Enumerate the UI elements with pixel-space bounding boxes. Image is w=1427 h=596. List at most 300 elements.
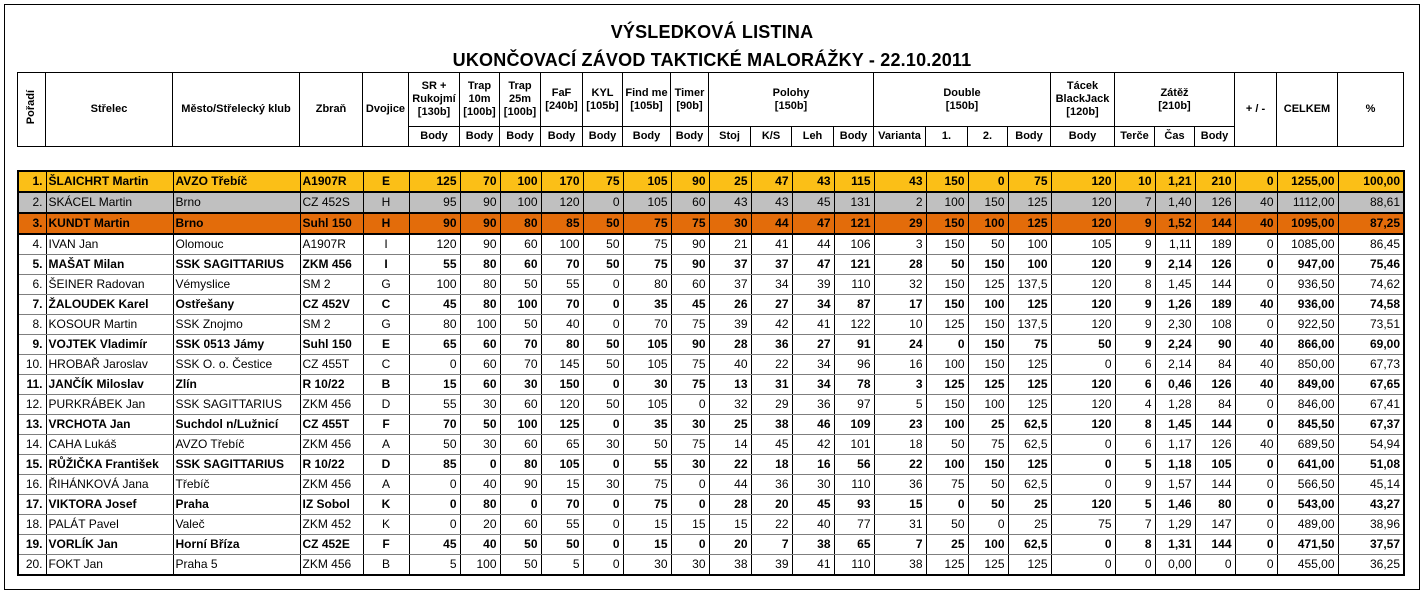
score-cell: 17 — [874, 295, 926, 315]
score-cell: 40 — [709, 355, 751, 375]
rank-cell: 9. — [18, 335, 46, 355]
score-cell: 60 — [500, 255, 541, 275]
score-cell: 0 — [1235, 415, 1277, 435]
score-cell: 47 — [792, 213, 834, 234]
rank-cell: 17. — [18, 495, 46, 515]
score-cell: 1,46 — [1155, 495, 1195, 515]
score-cell: 120 — [1051, 192, 1115, 213]
score-cell: 43 — [792, 171, 834, 192]
score-cell: 105 — [623, 395, 671, 415]
score-cell: 74,58 — [1338, 295, 1404, 315]
pair-cell: G — [363, 315, 409, 335]
score-cell: 80 — [460, 255, 500, 275]
pair-cell: B — [363, 375, 409, 395]
score-cell: 2,24 — [1155, 335, 1195, 355]
score-cell: 90 — [409, 213, 460, 234]
shooter-cell: JANČÍK Miloslav — [46, 375, 173, 395]
score-cell: 0 — [1051, 455, 1115, 475]
score-cell: 125 — [968, 275, 1008, 295]
rank-cell: 4. — [18, 234, 46, 255]
score-cell: 125 — [1008, 395, 1051, 415]
score-cell: 31 — [751, 375, 792, 395]
weapon-cell: SM 2 — [300, 275, 363, 295]
score-cell: 0 — [1051, 555, 1115, 576]
score-cell: 65 — [541, 435, 583, 455]
score-cell: 0 — [1115, 555, 1155, 576]
score-cell: 90 — [460, 192, 500, 213]
rank-cell: 10. — [18, 355, 46, 375]
score-cell: 75,46 — [1338, 255, 1404, 275]
sub-body: Body — [500, 127, 541, 147]
table-row — [18, 213, 1404, 234]
score-cell: 80 — [1195, 495, 1235, 515]
score-cell: 50 — [583, 395, 623, 415]
score-cell: 75 — [623, 213, 671, 234]
score-cell: 60 — [671, 192, 709, 213]
score-cell: 0 — [583, 275, 623, 295]
score-cell: 50 — [583, 355, 623, 375]
shooter-cell: KUNDT Martin — [46, 213, 173, 234]
score-cell: 0 — [409, 495, 460, 515]
score-cell: 543,00 — [1277, 495, 1338, 515]
score-cell: 70 — [541, 255, 583, 275]
pair-cell: F — [363, 415, 409, 435]
pair-cell: A — [363, 435, 409, 455]
score-cell: 50 — [460, 415, 500, 435]
score-cell: 4 — [1115, 395, 1155, 415]
score-cell: 50 — [583, 234, 623, 255]
score-cell: 100 — [926, 455, 968, 475]
score-cell: 150 — [968, 335, 1008, 355]
rank-cell: 19. — [18, 535, 46, 555]
rank-cell: 2. — [18, 192, 46, 213]
score-cell: 5 — [541, 555, 583, 576]
score-cell: 1,21 — [1155, 171, 1195, 192]
score-cell: 80 — [460, 275, 500, 295]
score-cell: 86,45 — [1338, 234, 1404, 255]
club-cell: SSK SAGITTARIUS — [173, 255, 300, 275]
score-cell: 1255,00 — [1277, 171, 1338, 192]
score-cell: 21 — [709, 234, 751, 255]
score-cell: 100 — [541, 234, 583, 255]
score-cell: 36 — [874, 475, 926, 495]
score-cell: 0 — [409, 515, 460, 535]
score-cell: 7 — [751, 535, 792, 555]
score-cell: 1,45 — [1155, 415, 1195, 435]
table-row — [18, 171, 1404, 192]
score-cell: 43 — [874, 171, 926, 192]
score-cell: 100 — [500, 415, 541, 435]
score-cell: 35 — [623, 415, 671, 435]
score-cell: 0 — [500, 495, 541, 515]
score-cell: 80 — [623, 275, 671, 295]
score-cell: 144 — [1195, 535, 1235, 555]
score-cell: 85 — [541, 213, 583, 234]
score-cell: 80 — [500, 455, 541, 475]
score-cell: 22 — [751, 355, 792, 375]
score-cell: 30 — [583, 435, 623, 455]
score-cell: 850,00 — [1277, 355, 1338, 375]
score-cell: 0 — [583, 295, 623, 315]
table-row — [18, 234, 1404, 255]
sub-body: Body — [1008, 127, 1051, 147]
score-cell: 110 — [834, 555, 874, 576]
score-cell: 126 — [1195, 192, 1235, 213]
club-cell: SSK SAGITTARIUS — [173, 395, 300, 415]
score-cell: 46 — [792, 415, 834, 435]
col-findme-header: Find me [105b] — [623, 73, 671, 127]
score-cell: 62,5 — [1008, 415, 1051, 435]
table-row — [18, 495, 1404, 515]
score-cell: 15 — [874, 495, 926, 515]
score-cell: 14 — [709, 435, 751, 455]
score-cell: 55 — [623, 455, 671, 475]
score-cell: 22 — [751, 515, 792, 535]
club-cell: Olomouc — [173, 234, 300, 255]
score-cell: 120 — [1051, 255, 1115, 275]
score-cell: 70 — [541, 495, 583, 515]
score-cell: 126 — [1195, 375, 1235, 395]
score-cell: 922,50 — [1277, 315, 1338, 335]
score-cell: 91 — [834, 335, 874, 355]
score-cell: 87,25 — [1338, 213, 1404, 234]
score-cell: 45 — [792, 192, 834, 213]
shooter-cell: VOJTEK Vladimír — [46, 335, 173, 355]
weapon-cell: IZ Sobol — [300, 495, 363, 515]
score-cell: 34 — [751, 275, 792, 295]
score-cell: 27 — [751, 295, 792, 315]
sub-stoj: Stoj — [709, 127, 751, 147]
shooter-cell: SKÁCEL Martin — [46, 192, 173, 213]
table-row — [18, 475, 1404, 495]
score-cell: 65 — [409, 335, 460, 355]
pair-cell: D — [363, 455, 409, 475]
score-cell: 60 — [460, 375, 500, 395]
score-cell: 101 — [834, 435, 874, 455]
score-cell: 5 — [1115, 495, 1155, 515]
score-cell: 125 — [1008, 375, 1051, 395]
score-cell: 105 — [1051, 234, 1115, 255]
score-cell: 210 — [1195, 171, 1235, 192]
score-cell: 0 — [1235, 255, 1277, 275]
score-cell: 0 — [1235, 475, 1277, 495]
score-cell: 1112,00 — [1277, 192, 1338, 213]
weapon-cell: CZ 452S — [300, 192, 363, 213]
score-cell: 0 — [583, 415, 623, 435]
score-cell: 125 — [968, 555, 1008, 576]
score-cell: 50 — [583, 213, 623, 234]
sub-ks: K/S — [751, 127, 792, 147]
score-cell: 65 — [834, 535, 874, 555]
weapon-cell: Suhl 150 — [300, 213, 363, 234]
score-cell: 936,50 — [1277, 275, 1338, 295]
pair-cell: C — [363, 295, 409, 315]
shooter-cell: MAŠAT Milan — [46, 255, 173, 275]
score-cell: 45 — [409, 295, 460, 315]
score-cell: 9 — [1115, 475, 1155, 495]
score-cell: 109 — [834, 415, 874, 435]
col-polohy-header: Polohy [150b] — [709, 73, 874, 127]
shooter-cell: KOSOUR Martin — [46, 315, 173, 335]
score-cell: 32 — [709, 395, 751, 415]
score-cell: 9 — [1115, 234, 1155, 255]
score-cell: 75 — [968, 435, 1008, 455]
score-cell: 471,50 — [1277, 535, 1338, 555]
score-cell: 56 — [834, 455, 874, 475]
col-pair-header: Dvojice — [363, 73, 409, 147]
score-cell: 23 — [874, 415, 926, 435]
score-cell: 20 — [709, 535, 751, 555]
score-cell: 41 — [792, 315, 834, 335]
score-cell: 50 — [623, 435, 671, 455]
score-cell: 115 — [834, 171, 874, 192]
score-cell: 100 — [926, 415, 968, 435]
club-cell: SSK 0513 Jámy — [173, 335, 300, 355]
table-row — [18, 255, 1404, 275]
results-header — [17, 72, 1404, 147]
score-cell: 120 — [1051, 213, 1115, 234]
score-cell: 125 — [1008, 295, 1051, 315]
score-cell: 1,57 — [1155, 475, 1195, 495]
score-cell: 1,28 — [1155, 395, 1195, 415]
sub-body: Body — [541, 127, 583, 147]
shooter-cell: VIKTORA Josef — [46, 495, 173, 515]
weapon-cell: ZKM 452 — [300, 515, 363, 535]
score-cell: 44 — [751, 213, 792, 234]
score-cell: 50 — [1051, 335, 1115, 355]
score-cell: 50 — [500, 535, 541, 555]
weapon-cell: CZ 452V — [300, 295, 363, 315]
pair-cell: G — [363, 275, 409, 295]
score-cell: 45 — [792, 495, 834, 515]
score-cell: 38 — [709, 555, 751, 576]
club-cell: Vémyslice — [173, 275, 300, 295]
rank-cell: 7. — [18, 295, 46, 315]
score-cell: 42 — [792, 435, 834, 455]
score-cell: 75 — [1008, 171, 1051, 192]
score-cell: 80 — [541, 335, 583, 355]
score-cell: 37 — [709, 275, 751, 295]
pair-cell: H — [363, 192, 409, 213]
score-cell: 38,96 — [1338, 515, 1404, 535]
score-cell: 0 — [409, 355, 460, 375]
score-cell: 0 — [1235, 275, 1277, 295]
score-cell: 144 — [1195, 213, 1235, 234]
score-cell: 75 — [671, 315, 709, 335]
score-cell: 34 — [792, 375, 834, 395]
pair-cell: B — [363, 555, 409, 576]
club-cell: Valeč — [173, 515, 300, 535]
score-cell: 75 — [671, 375, 709, 395]
score-cell: 0 — [1195, 555, 1235, 576]
score-cell: 41 — [751, 234, 792, 255]
score-cell: 936,00 — [1277, 295, 1338, 315]
score-cell: 37,57 — [1338, 535, 1404, 555]
score-cell: 0 — [583, 535, 623, 555]
score-cell: 39 — [709, 315, 751, 335]
rank-cell: 18. — [18, 515, 46, 535]
score-cell: 30 — [460, 435, 500, 455]
score-cell: 16 — [792, 455, 834, 475]
score-cell: 75 — [623, 475, 671, 495]
shooter-cell: CAHA Lukáš — [46, 435, 173, 455]
score-cell: 125 — [926, 555, 968, 576]
score-cell: 75 — [1008, 335, 1051, 355]
score-cell: 30 — [671, 555, 709, 576]
rank-cell: 12. — [18, 395, 46, 415]
score-cell: 866,00 — [1277, 335, 1338, 355]
rank-cell: 5. — [18, 255, 46, 275]
score-cell: 50 — [583, 335, 623, 355]
score-cell: 10 — [874, 315, 926, 335]
shooter-cell: VORLÍK Jan — [46, 535, 173, 555]
score-cell: 45,14 — [1338, 475, 1404, 495]
score-cell: 125 — [1008, 192, 1051, 213]
col-percent-header: % — [1338, 73, 1404, 147]
score-cell: 105 — [623, 355, 671, 375]
score-cell: 100 — [968, 213, 1008, 234]
score-cell: 70 — [460, 171, 500, 192]
score-cell: 70 — [500, 355, 541, 375]
score-cell: 125 — [1008, 355, 1051, 375]
score-cell: 45 — [671, 295, 709, 315]
score-cell: 0 — [1051, 435, 1115, 455]
score-cell: 13 — [709, 375, 751, 395]
table-row — [18, 315, 1404, 335]
pair-cell: I — [363, 234, 409, 255]
score-cell: 50 — [500, 275, 541, 295]
rank-cell: 1. — [18, 171, 46, 192]
club-cell: SSK SAGITTARIUS — [173, 455, 300, 475]
club-cell: Brno — [173, 192, 300, 213]
score-cell: 0 — [1051, 475, 1115, 495]
col-shooter-header: Střelec — [46, 73, 173, 147]
score-cell: 60 — [671, 275, 709, 295]
score-cell: 28 — [709, 495, 751, 515]
score-cell: 189 — [1195, 295, 1235, 315]
col-trap10-header: Trap 10m [100b] — [460, 73, 500, 127]
score-cell: 100 — [409, 275, 460, 295]
score-cell: 50 — [926, 515, 968, 535]
score-cell: 40 — [1235, 295, 1277, 315]
score-cell: 95 — [409, 192, 460, 213]
sub-body: Body — [834, 127, 874, 147]
score-cell: 100 — [460, 315, 500, 335]
score-cell: 0,00 — [1155, 555, 1195, 576]
score-cell: 43 — [709, 192, 751, 213]
score-cell: 35 — [623, 295, 671, 315]
score-cell: 62,5 — [1008, 475, 1051, 495]
score-cell: 947,00 — [1277, 255, 1338, 275]
score-cell: 120 — [541, 192, 583, 213]
score-cell: 50 — [968, 234, 1008, 255]
score-cell: 15 — [623, 515, 671, 535]
score-cell: 0 — [583, 515, 623, 535]
score-cell: 80 — [500, 213, 541, 234]
club-cell: AVZO Třebíč — [173, 435, 300, 455]
score-cell: 25 — [709, 415, 751, 435]
score-cell: 60 — [500, 515, 541, 535]
score-cell: 100 — [500, 192, 541, 213]
shooter-cell: ŠLAICHRT Martin — [46, 171, 173, 192]
score-cell: 55 — [409, 255, 460, 275]
score-cell: 75 — [623, 234, 671, 255]
score-cell: 1,18 — [1155, 455, 1195, 475]
score-cell: 108 — [1195, 315, 1235, 335]
score-cell: 0 — [583, 192, 623, 213]
score-cell: 29 — [751, 395, 792, 415]
score-cell: 60 — [500, 234, 541, 255]
score-cell: 62,5 — [1008, 535, 1051, 555]
score-cell: 54,94 — [1338, 435, 1404, 455]
score-cell: 30 — [460, 395, 500, 415]
rank-cell: 16. — [18, 475, 46, 495]
score-cell: 0 — [1235, 535, 1277, 555]
score-cell: 1095,00 — [1277, 213, 1338, 234]
score-cell: 105 — [623, 335, 671, 355]
pair-cell: H — [363, 213, 409, 234]
score-cell: 1,29 — [1155, 515, 1195, 535]
score-cell: 32 — [874, 275, 926, 295]
score-cell: 20 — [460, 515, 500, 535]
rank-cell: 14. — [18, 435, 46, 455]
score-cell: 144 — [1195, 275, 1235, 295]
score-cell: 1,31 — [1155, 535, 1195, 555]
score-cell: 38 — [751, 415, 792, 435]
score-cell: 40 — [1235, 375, 1277, 395]
score-cell: 0 — [1235, 515, 1277, 535]
score-cell: 84 — [1195, 355, 1235, 375]
score-cell: 85 — [409, 455, 460, 475]
score-cell: 125 — [409, 171, 460, 192]
score-cell: 1,17 — [1155, 435, 1195, 455]
score-cell: 90 — [460, 213, 500, 234]
score-cell: 75 — [1051, 515, 1115, 535]
score-cell: 150 — [926, 275, 968, 295]
score-cell: 0 — [671, 535, 709, 555]
score-cell: 60 — [500, 395, 541, 415]
club-cell: Zlín — [173, 375, 300, 395]
sub-body: Body — [623, 127, 671, 147]
rank-cell: 20. — [18, 555, 46, 576]
score-cell: 2,14 — [1155, 355, 1195, 375]
table-row — [18, 375, 1404, 395]
score-cell: 0 — [1051, 355, 1115, 375]
score-cell: 60 — [500, 435, 541, 455]
score-cell: 40 — [460, 475, 500, 495]
weapon-cell: A1907R — [300, 234, 363, 255]
score-cell: 9 — [1115, 255, 1155, 275]
score-cell: 150 — [968, 192, 1008, 213]
score-cell: 90 — [671, 234, 709, 255]
score-cell: 78 — [834, 375, 874, 395]
score-cell: 30 — [792, 475, 834, 495]
score-cell: 50 — [926, 255, 968, 275]
score-cell: 641,00 — [1277, 455, 1338, 475]
sub-terce: Terče — [1115, 127, 1155, 147]
score-cell: 60 — [460, 335, 500, 355]
score-cell: 9 — [1115, 315, 1155, 335]
score-cell: 110 — [834, 275, 874, 295]
weapon-cell: A1907R — [300, 171, 363, 192]
score-cell: 44 — [709, 475, 751, 495]
score-cell: 0 — [671, 495, 709, 515]
score-cell: 74,62 — [1338, 275, 1404, 295]
score-cell: 845,50 — [1277, 415, 1338, 435]
score-cell: 0 — [1051, 535, 1115, 555]
score-cell: 8 — [1115, 415, 1155, 435]
score-cell: 30 — [671, 455, 709, 475]
